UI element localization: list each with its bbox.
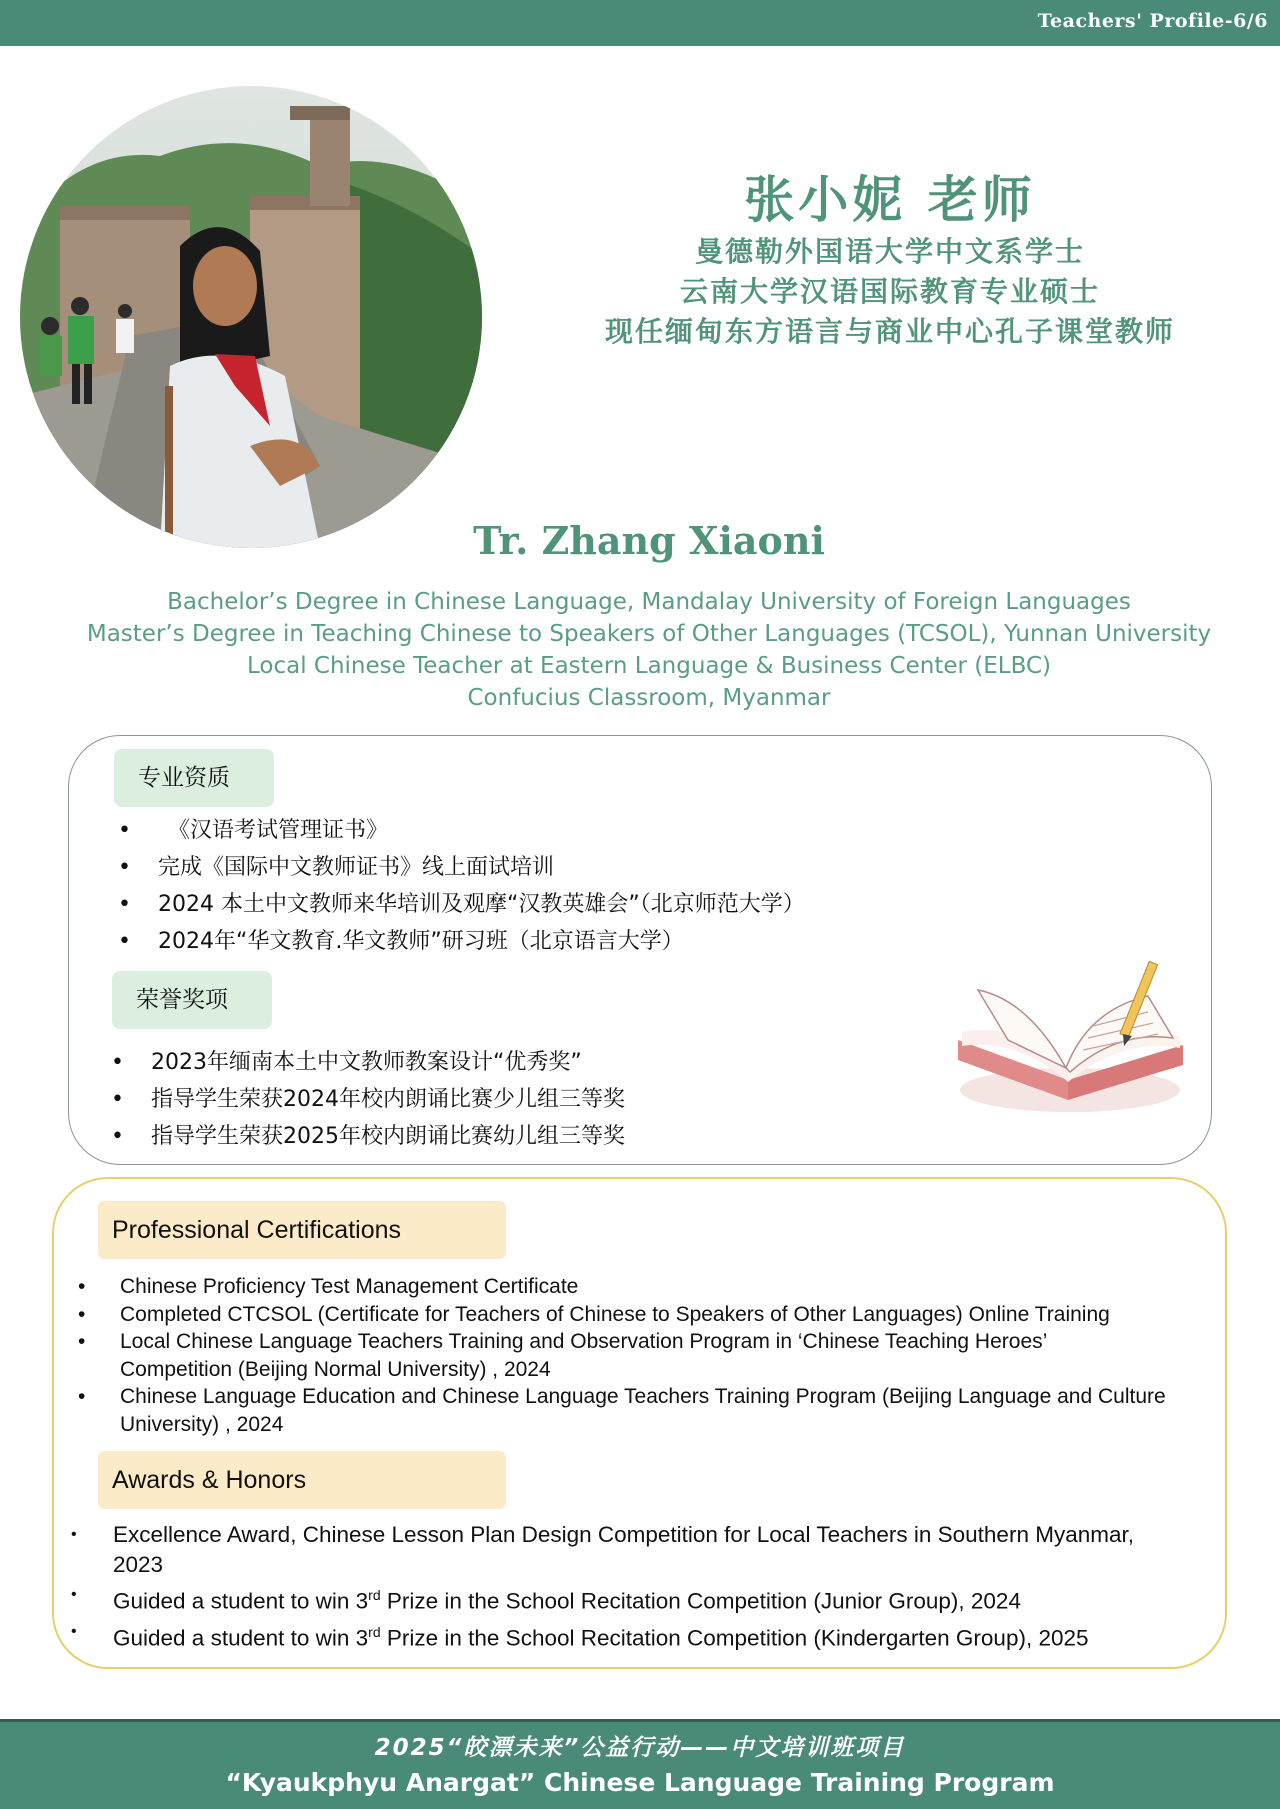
list-item: • 2023年缅南本土中文教师教案设计“优秀奖” [151, 1044, 911, 1081]
teacher-photo [20, 86, 482, 548]
award-text: Prize in the School Recitation Competition (Junior Group), 2024 [380, 1588, 1021, 1614]
list-item: • 《汉语考试管理证书》 [158, 812, 958, 849]
award-text: Guided a student to win 3 [113, 1588, 369, 1614]
section-title-certifications: Professional Certifications [98, 1201, 506, 1259]
en-degree-line: Bachelor’s Degree in Chinese Language, Mandalay University of Foreign Languages [167, 589, 1131, 615]
award-text: Guided a student to win 3 [113, 1625, 369, 1650]
footer-bar [0, 1719, 1280, 1809]
award-text: Prize in the School Recitation Competition (Kindergarten Group), 2025 [380, 1625, 1089, 1650]
cn-degree-line: 云南大学汉语国际教育专业硕士 [679, 275, 1100, 308]
list-item: • 完成《国际中文教师证书》线上面试培训 [158, 849, 958, 886]
list-item [113, 1580, 1213, 1617]
list-item: • Local Chinese Language Teachers Training and Observation Program in ‘Chinese Teaching Heroes’ Competition (Beijing Normal University) , 2024 [120, 1328, 1160, 1383]
list-item [113, 1617, 1213, 1654]
section-title-awards: Awards & Honors [98, 1451, 506, 1509]
list-item: • 2024年“华文教育.华文教师”研习班（北京语言大学） [158, 923, 958, 960]
list-item: • Completed CTCSOL (Certificate for Teachers of Chinese to Speakers of Other Languages) Online Training [120, 1301, 1210, 1329]
awards-list [113, 1520, 1213, 1653]
cn-degree-line: 曼德勒外国语大学中文系学士 [694, 235, 1085, 268]
honors-list [151, 1044, 911, 1155]
en-position-line: Local Chinese Teacher at Eastern Language & Business Center (ELBC) [246, 653, 1052, 679]
list-item: • Excellence Award, Chinese Lesson Plan Design Competition for Local Teachers in Southern Myanmar, 2023 [113, 1520, 1173, 1580]
top-bar [0, 0, 1280, 46]
section-title-honors: 荣誉奖项 [112, 971, 272, 1029]
teacher-photo-image [20, 86, 482, 548]
ordinal-suffix: rd [368, 1587, 381, 1603]
en-position-line: Confucius Classroom, Myanmar [467, 685, 831, 711]
list-item: • 指导学生荣获2024年校内朗诵比赛少儿组三等奖 [151, 1081, 911, 1118]
teacher-name-en: Tr. Zhang Xiaoni [473, 518, 825, 563]
footer-program-en: “Kyaukphyu Anargat” Chinese Language Training Program [225, 1768, 1055, 1797]
list-item: • 2024 本土中文教师来华培训及观摩“汉教英雄会”（北京师范大学） [158, 886, 958, 923]
page-indicator: Teachers' Profile-6/6 [1037, 10, 1268, 32]
list-item: • Chinese Proficiency Test Management Certificate [120, 1273, 1210, 1301]
en-profile-details [0, 586, 1280, 714]
list-item: • 指导学生荣获2025年校内朗诵比赛幼儿组三等奖 [151, 1118, 911, 1155]
section-title-qualifications: 专业资质 [114, 749, 274, 807]
cn-profile-header [500, 168, 1280, 352]
cn-position-line: 现任缅甸东方语言与商业中心孔子课堂教师 [604, 315, 1175, 348]
qualifications-list [158, 812, 958, 960]
en-degree-line: Master’s Degree in Teaching Chinese to Speakers of Other Languages (TCSOL), Yunnan University [86, 621, 1212, 647]
list-item: • Chinese Language Education and Chinese Language Teachers Training Program (Beijing Language and Culture University) , 2024 [120, 1383, 1195, 1438]
certifications-list [120, 1273, 1210, 1438]
open-book-pencil-icon [948, 960, 1193, 1125]
ordinal-suffix: rd [368, 1623, 381, 1640]
footer-program-cn: 2025“皎漂未来”公益行动——中文培训班项目 [374, 1735, 906, 1761]
teacher-name-cn: 张小妮 老师 [744, 171, 1036, 229]
